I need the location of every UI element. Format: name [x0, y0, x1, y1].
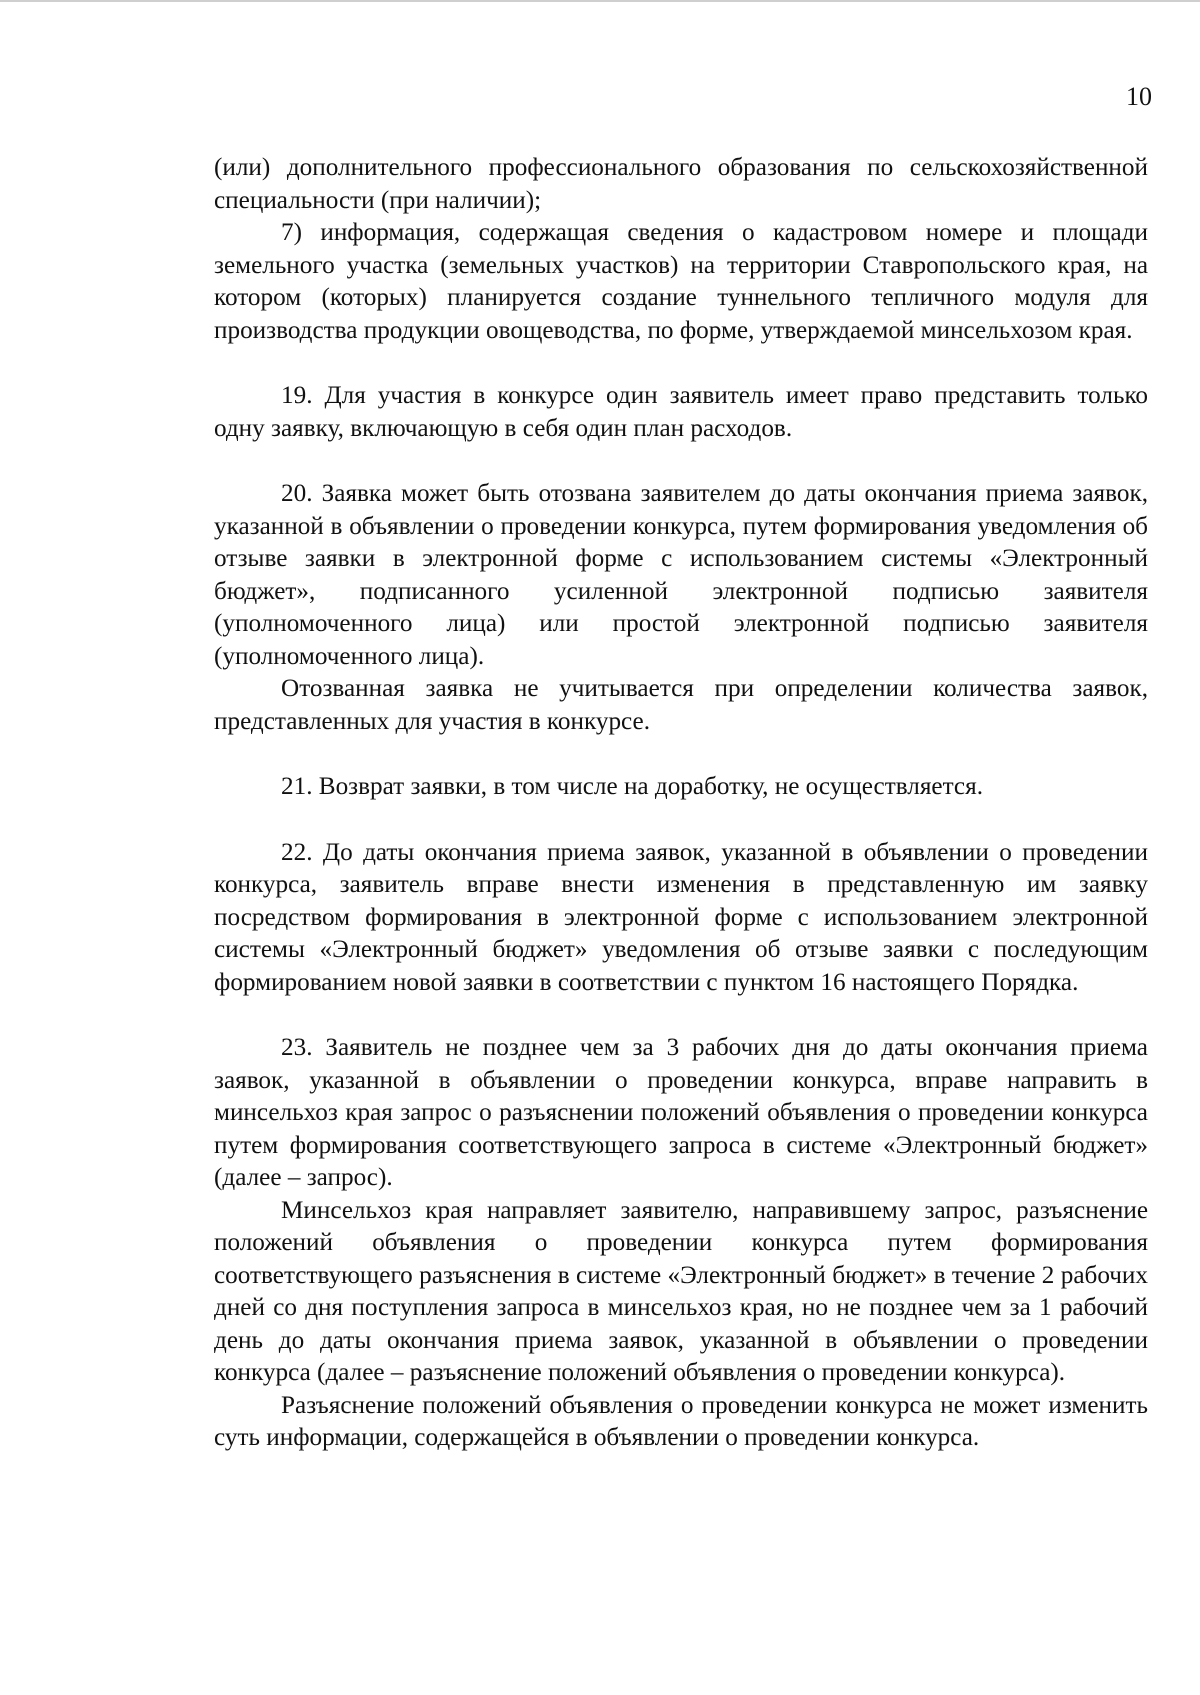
paragraph-clause-22: 22. До даты окончания приема заявок, указанной в объявлении о проведении конкурса, заявитель вправе внести изменения в представленную им заявку посредством формирования в электронной форме с использованием электронной системы «Электронный бюджет» уведомления об отзыве заявки с последующим формированием новой заявки в соответствии с пунктом 16 настоящего Порядка.: [214, 838, 1148, 996]
paragraph-clause-23-response: Минсельхоз края направляет заявителю, направившему запрос, разъяснение положений объявления о проведении конкурса путем формирования соответствующего разъяснения в системе «Электронный бюджет» в течение 2 рабочих дней со дня поступления запроса в минсельхоз края, но не позднее чем за 1 рабочий день до даты окончания приема заявок, указанной в объявлении о проведении конкурса (далее – разъяснение положений объявления о проведении конкурса).: [214, 1196, 1148, 1386]
paragraph-clause-23: 23. Заявитель не позднее чем за 3 рабочих дня до даты окончания приема заявок, указанной в объявлении о проведении конкурса, вправе направить в минсельхоз края запрос о разъяснении положений объявления о проведении конкурса путем формирования соответствующего запроса в системе «Электронный бюджет» (далее – запрос).: [214, 1034, 1148, 1191]
page-number: 10: [1126, 82, 1152, 111]
paragraph-clause-20-note: Отозванная заявка не учитывается при определении количества заявок, представленных для участия в конкурсе.: [214, 675, 1148, 735]
paragraph-clause-20: 20. Заявка может быть отозвана заявителем до даты окончания приема заявок, указанной в объявлении о проведении конкурса, путем формирования уведомления об отзыве заявки в электронной форме с использованием системы «Электронный бюджет», подписанного усиленной электронной подписью заявителя (уполномоченного лица) или простой электронной подписью заявителя (уполномоченного лица).: [214, 480, 1148, 670]
paragraph-clause-21: 21. Возврат заявки, в том числе на доработку, не осуществляется.: [281, 773, 983, 800]
paragraph-continuation: (или) дополнительного профессионального образования по сельскохозяйственной специальности (при наличии);: [214, 154, 1148, 214]
paragraph-item-7: 7) информация, содержащая сведения о кадастровом номере и площади земельного участка (земельных участков) на территории Ставропольского края, на котором (которых) планируется создание туннельного тепличного модуля для производства продукции овощеводства, по форме, утверждаемой минсельхозом края.: [214, 219, 1148, 344]
document-body: [214, 152, 1148, 1455]
page-top-edge: [0, 0, 1200, 2]
paragraph-clause-19: 19. Для участия в конкурсе один заявитель имеет право представить только одну заявку, включающую в себя один план расходов.: [214, 382, 1148, 442]
paragraph-clause-23-limit: Разъяснение положений объявления о проведении конкурса не может изменить суть информации, содержащейся в объявлении о проведении конкурса.: [214, 1391, 1148, 1451]
